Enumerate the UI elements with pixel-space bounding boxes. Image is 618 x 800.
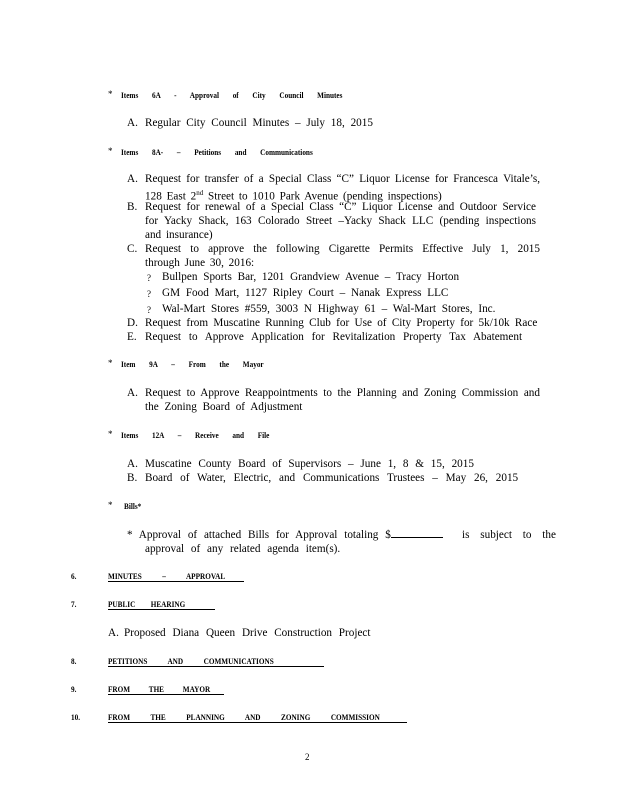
item-text: Proposed Diana Queen Drive Construction Project [124,627,371,639]
section-star: * [108,146,113,156]
item-text: Request to Approve Application for Revitalization Property Tax Abatement [145,331,523,343]
item-text: Request for transfer of a Special Class “C” Liquor License for Francesca Vitale’s, [145,173,540,185]
item-letter: C. [127,243,138,255]
item-letter: A. [127,458,138,470]
item-letter: B. [127,472,138,484]
agenda-heading-public-hearing: PUBLIC HEARING [108,599,186,609]
agenda-heading-planning-zoning: FROM THE PLANNING AND ZONING COMMISSION [108,712,380,722]
agenda-number: 9. [71,684,77,694]
item-text: through June 30, 2016: [145,257,255,269]
permit-item: GM Food Mart, 1127 Ripley Court – Nanak Express LLC [162,287,449,299]
agenda-number: 10. [71,712,81,722]
item-text: Regular City Council Minutes – July 18, 2015 [145,117,373,129]
permit-item: Wal-Mart Stores #559, 3003 N Highway 61 – Wal-Mart Stores, Inc. [162,303,496,315]
section-star: * [108,89,113,99]
bullet-icon: ? [147,289,151,299]
page-number: 2 [305,752,310,762]
section-heading-bills: Bills* [124,501,142,511]
section-star: * [108,429,113,439]
item-text: 128 East 2nd Street to 1010 Park Avenue (pending inspections) [145,189,442,203]
section-heading-9a: Item 9A – From the Mayor [121,359,264,369]
section-star: * [108,358,113,368]
item-letter: A. [127,173,138,185]
bullet-icon: ? [147,305,151,315]
agenda-heading-petitions: PETITIONS AND COMMUNICATIONS [108,656,274,666]
item-text: for Yacky Shack, 163 Colorado Street –Yacky Shack LLC (pending inspections [145,215,536,227]
agenda-heading-minutes: MINUTES – APPROVAL [108,571,226,581]
item-text: the Zoning Board of Adjustment [145,401,303,413]
item-text: Request for renewal of a Special Class “C” Liquor License and Outdoor Service [145,201,536,213]
bullet-icon: ? [147,273,151,283]
bills-text: * Approval of attached Bills for Approval totaling $ [127,528,443,542]
agenda-number: 6. [71,571,77,581]
bills-total-blank[interactable] [391,528,443,538]
section-heading-8a: Items 8A- – Petitions and Communications [121,147,313,157]
bills-text: approval of any related agenda item(s). [145,543,341,555]
bills-text: is subject to the [462,529,556,541]
item-text: Request to approve the following Cigarette Permits Effective July 1, 2015 [145,243,540,255]
agenda-heading-mayor: FROM THE MAYOR [108,684,211,694]
item-letter: D. [127,317,138,329]
item-text: Muscatine County Board of Supervisors – June 1, 8 & 15, 2015 [145,458,474,470]
item-text: Request to Approve Reappointments to the Planning and Zoning Commission and [145,387,540,399]
permit-item: Bullpen Sports Bar, 1201 Grandview Avenue – Tracy Horton [162,271,460,283]
item-text: and insurance) [145,229,213,241]
section-heading-6a: Items 6A - Approval of City Council Minutes [121,90,343,100]
agenda-number: 8. [71,656,77,666]
section-star: * [108,500,113,510]
section-heading-12a: Items 12A – Receive and File [121,430,270,440]
item-letter: E. [127,331,137,343]
item-letter: B. [127,201,138,213]
item-letter: A. [127,387,138,399]
item-text: Board of Water, Electric, and Communications Trustees – May 26, 2015 [145,472,519,484]
item-text: Request from Muscatine Running Club for Use of City Property for 5k/10k Race [145,317,538,329]
item-letter: A. [127,117,138,129]
item-letter: A. [108,627,119,639]
agenda-number: 7. [71,599,77,609]
